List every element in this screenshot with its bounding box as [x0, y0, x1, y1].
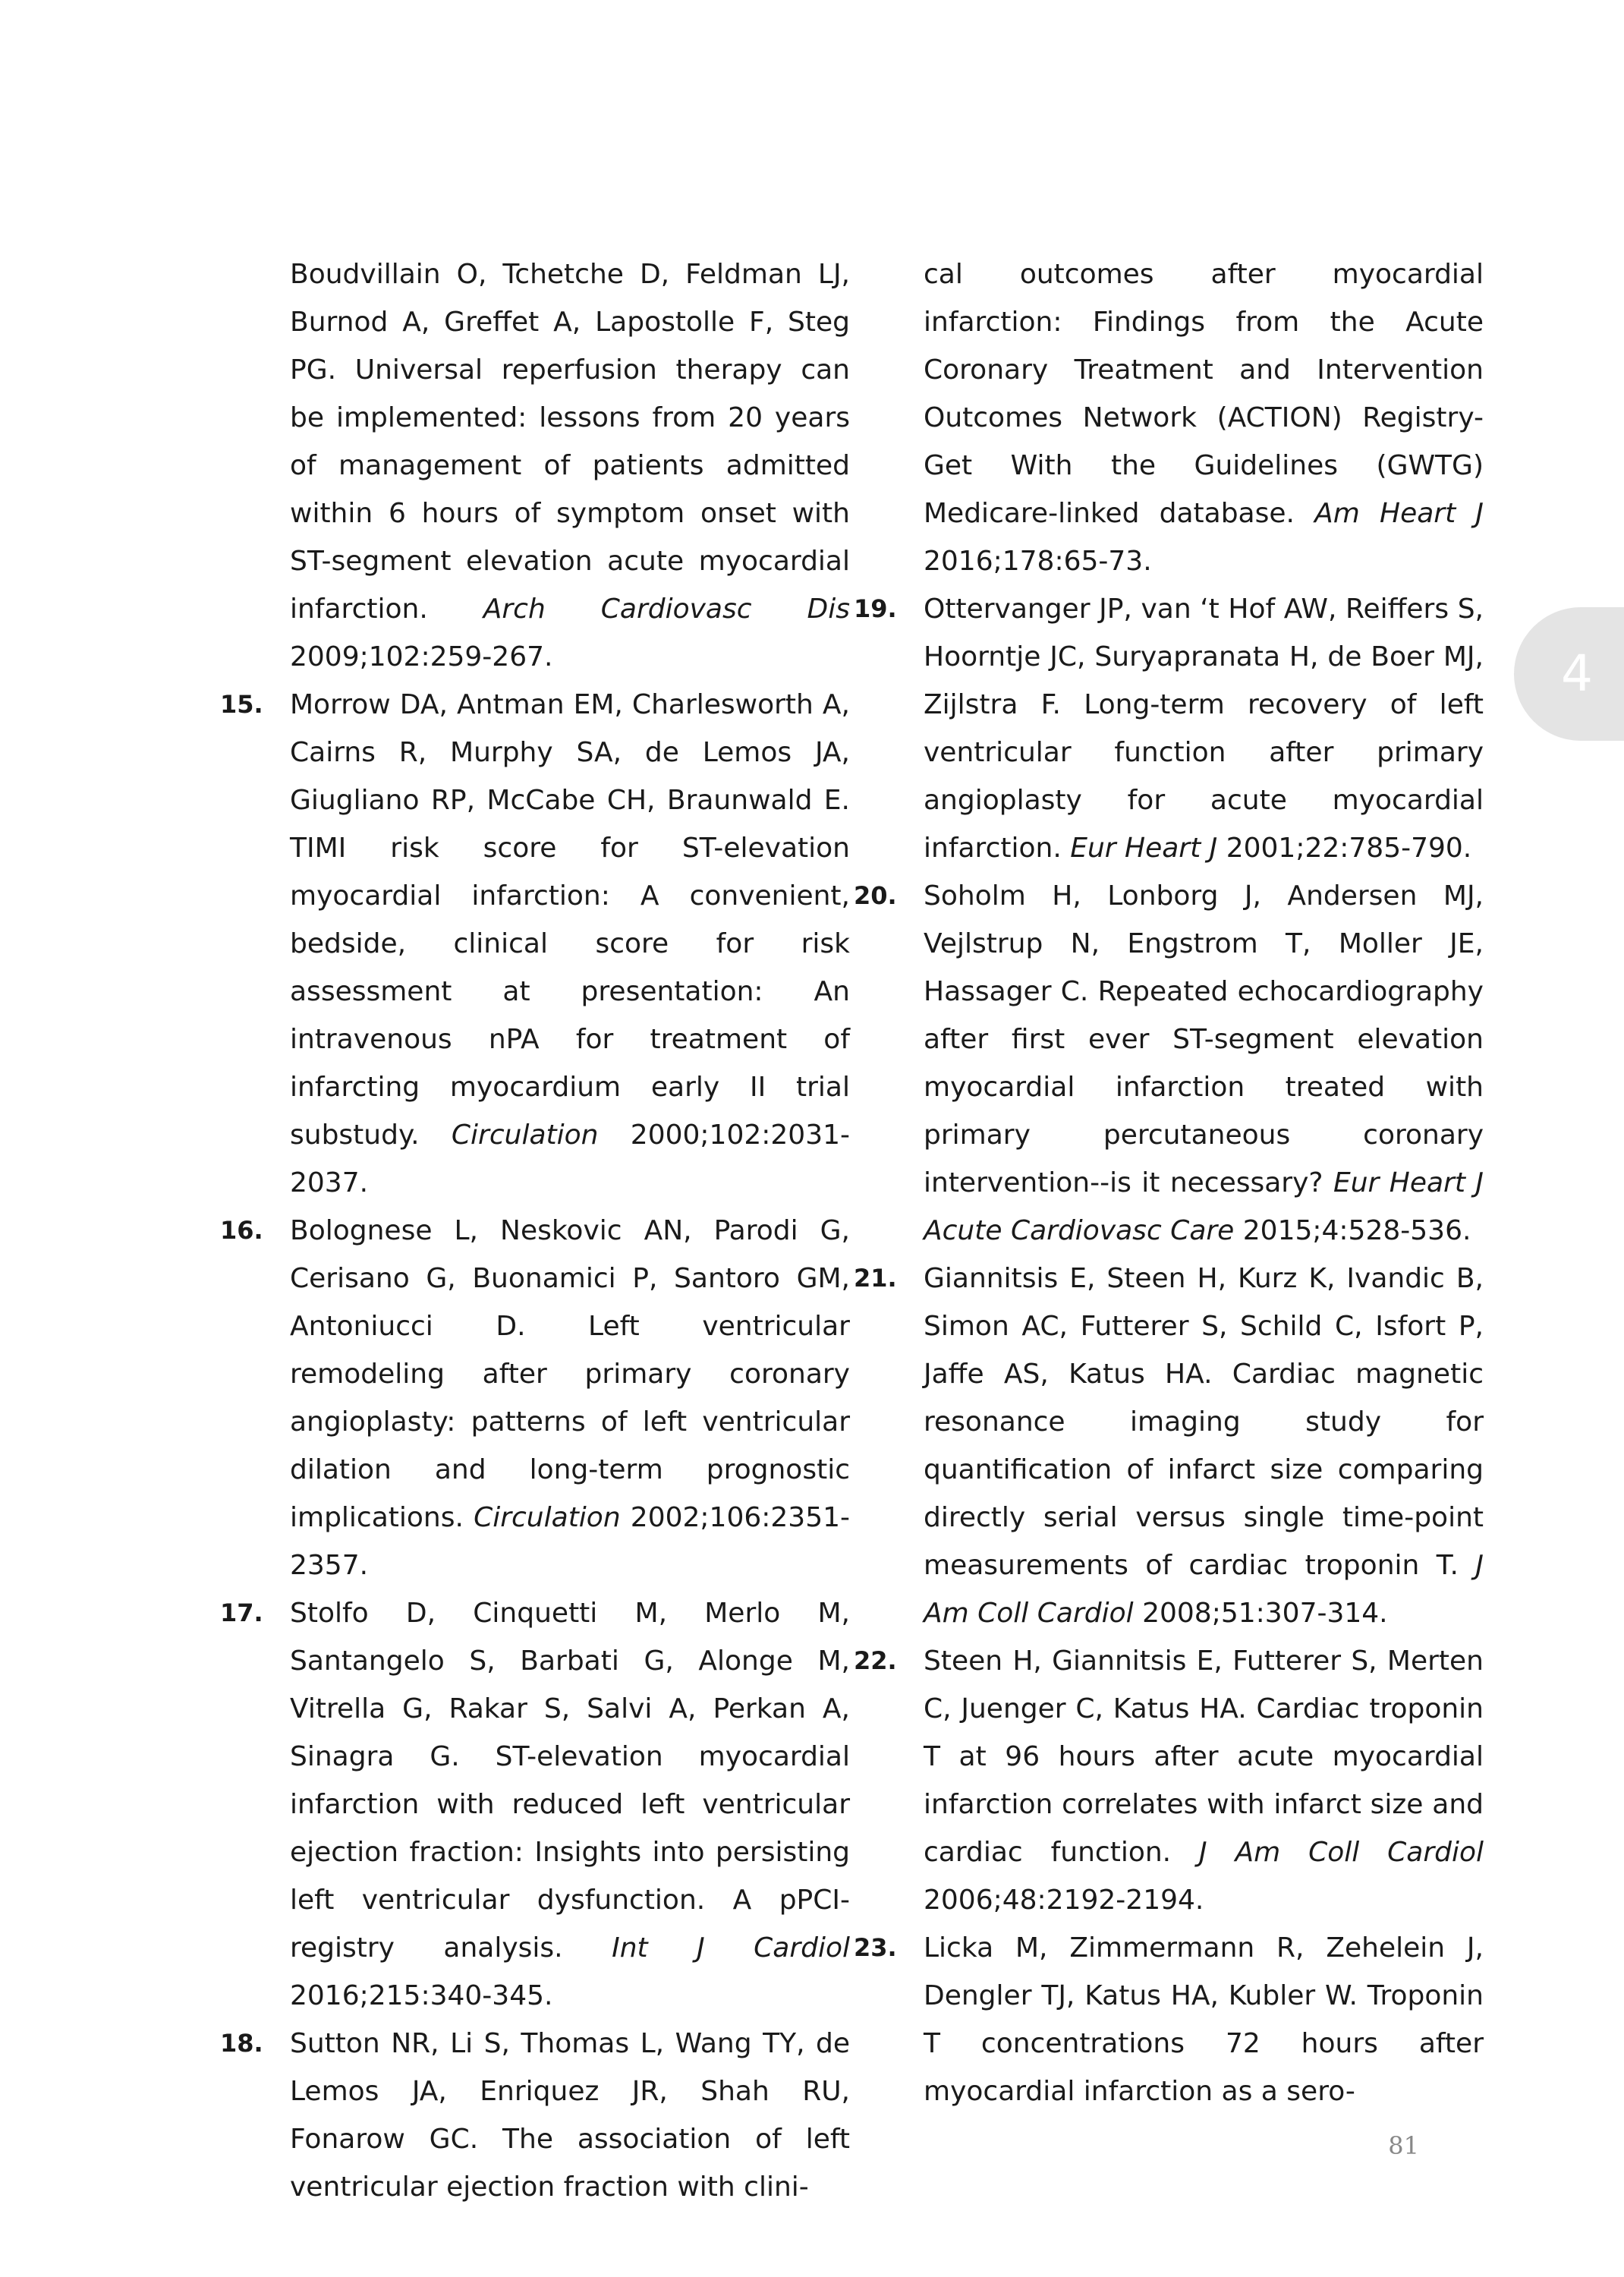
reference-journal: J Am Coll Cardiol [1199, 1837, 1484, 1868]
reference-citation: 2008;51:307-314. [1133, 1598, 1388, 1629]
reference-number: 21. [854, 1264, 897, 1293]
reference-entry [220, 250, 850, 681]
reference-text [290, 1207, 850, 1589]
reference-entry [854, 250, 1484, 585]
reference-journal: Arch Cardiovasc Dis [483, 594, 850, 625]
reference-authors-title: Sutton NR, Li S, Thomas L, Wang TY, de Lemos JA, Enriquez JR, Shah RU, Fonarow GC. The association of left ventricular ejection fraction with clini- [290, 2028, 850, 2203]
reference-authors-title: Ottervanger JP, van ‘t Hof AW, Reiffers S, Hoorntje JC, Suryapranata H, de Boer MJ, Zijlstra F. Long-term recovery of left ventricular function after primary angioplasty for acute myocardial infarction. [924, 594, 1484, 864]
reference-authors-title: Licka M, Zimmermann R, Zehelein J, Dengler TJ, Katus HA, Kubler W. Troponin T concentrations 72 hours after myocardial infarction as a sero- [924, 1932, 1484, 2107]
reference-text [924, 872, 1484, 1255]
reference-authors-title: Boudvillain O, Tchetche D, Feldman LJ, Burnod A, Greffet A, Lapostolle F, Steg PG. Universal reperfusion therapy can be implemented: lessons from 20 years of management of patients admitted within 6 hours of symptom onset with ST-segment elevation acute myocardial infarction. [290, 259, 850, 625]
reference-number: 22. [854, 1646, 897, 1675]
reference-citation: 2006;48:2192-2194. [924, 1885, 1204, 1916]
reference-text [924, 1255, 1484, 1637]
reference-citation: 2000;102:2031-2037. [290, 1120, 850, 1198]
reference-journal: Eur Heart J Acute Cardiovasc Care [924, 1167, 1484, 1246]
reference-entry [854, 1637, 1484, 1924]
reference-column-left [220, 250, 850, 2211]
reference-authors-title: Giannitsis E, Steen H, Kurz K, Ivandic B, Simon AC, Futterer S, Schild C, Isfort P, Jaffe AS, Katus HA. Cardiac magnetic resonance imaging study for quantification of infarct size comparing directly serial versus single time-point measurements of cardiac troponin T. [924, 1263, 1484, 1581]
reference-journal: Circulation [451, 1120, 599, 1151]
reference-text [290, 250, 850, 681]
reference-journal: J Am Coll Cardiol [924, 1550, 1484, 1629]
reference-text [924, 1637, 1484, 1924]
reference-text [290, 1589, 850, 2020]
reference-authors-title: cal outcomes after myocardial infarction: Findings from the Acute Coronary Treatment and Intervention Outcomes Network (ACTION) Registry-Get With the Guidelines (GWTG) Medicare-linked database. [924, 259, 1484, 529]
reference-number: 23. [854, 1933, 897, 1962]
reference-number: 15. [220, 690, 263, 719]
reference-column-right [854, 250, 1484, 2115]
reference-citation: 2015;4:528-536. [1234, 1215, 1471, 1246]
reference-text [290, 2020, 850, 2211]
reference-entry [220, 1207, 850, 1589]
reference-authors-title: Steen H, Giannitsis E, Futterer S, Merten C, Juenger C, Katus HA. Cardiac troponin T at 96 hours after acute myocardial infarction correlates with infarct size and cardiac function. [924, 1646, 1484, 1868]
reference-text [924, 250, 1484, 585]
reference-entry [220, 681, 850, 1207]
reference-number: 16. [220, 1216, 263, 1245]
chapter-tab [1514, 607, 1624, 741]
reference-journal: Am Heart J [1314, 498, 1484, 529]
reference-number: 19. [854, 594, 897, 623]
reference-entry [854, 872, 1484, 1255]
reference-entry [854, 1255, 1484, 1637]
chapter-number: 4 [1561, 644, 1593, 703]
reference-authors-title: Bolognese L, Neskovic AN, Parodi G, Cerisano G, Buonamici P, Santoro GM, Antoniucci D. Left ventricular remodeling after primary coronary angioplasty: patterns of left ventricular dilation and long-term prognostic implications. [290, 1215, 850, 1533]
reference-citation: 2002;106:2351-2357. [290, 1502, 850, 1581]
reference-number: 18. [220, 2029, 263, 2058]
reference-entry [220, 2020, 850, 2211]
reference-journal: Int J Cardiol [612, 1932, 851, 1964]
reference-text [924, 1924, 1484, 2115]
reference-citation: 2016;178:65-73. [924, 546, 1152, 577]
reference-authors-title: Soholm H, Lonborg J, Andersen MJ, Vejlstrup N, Engstrom T, Moller JE, Hassager C. Repeated echocardiography after first ever ST-segment elevation myocardial infarction treated with primary percutaneous coronary intervention--is it necessary? [924, 880, 1484, 1198]
reference-entry [854, 585, 1484, 872]
reference-entry [854, 1924, 1484, 2115]
reference-number: 17. [220, 1598, 263, 1627]
reference-journal: Circulation [474, 1502, 621, 1533]
reference-citation: 2016;215:340-345. [290, 1980, 553, 2011]
reference-number: 20. [854, 881, 897, 910]
reference-entry [220, 1589, 850, 2020]
reference-authors-title: Stolfo D, Cinquetti M, Merlo M, Santangelo S, Barbati G, Alonge M, Vitrella G, Rakar S, Salvi A, Perkan A, Sinagra G. ST-elevation myocardial infarction with reduced left ventricular ejection fraction: Insights into persisting left ventricular dysfunction. A pPCI-registry analysis. [290, 1598, 850, 1964]
reference-citation: 2009;102:259-267. [290, 641, 553, 672]
page-number: 81 [1388, 2131, 1419, 2160]
reference-authors-title: Morrow DA, Antman EM, Charlesworth A, Cairns R, Murphy SA, de Lemos JA, Giugliano RP, McCabe CH, Braunwald E. TIMI risk score for ST-elevation myocardial infarction: A convenient, bedside, clinical score for risk assessment at presentation: An intravenous nPA for treatment of infarcting myocardium early II trial substudy. [290, 689, 850, 1151]
reference-journal: Eur Heart J [1070, 833, 1218, 864]
reference-text [924, 585, 1484, 872]
reference-citation: 2001;22:785-790. [1217, 833, 1472, 864]
reference-text [290, 681, 850, 1207]
